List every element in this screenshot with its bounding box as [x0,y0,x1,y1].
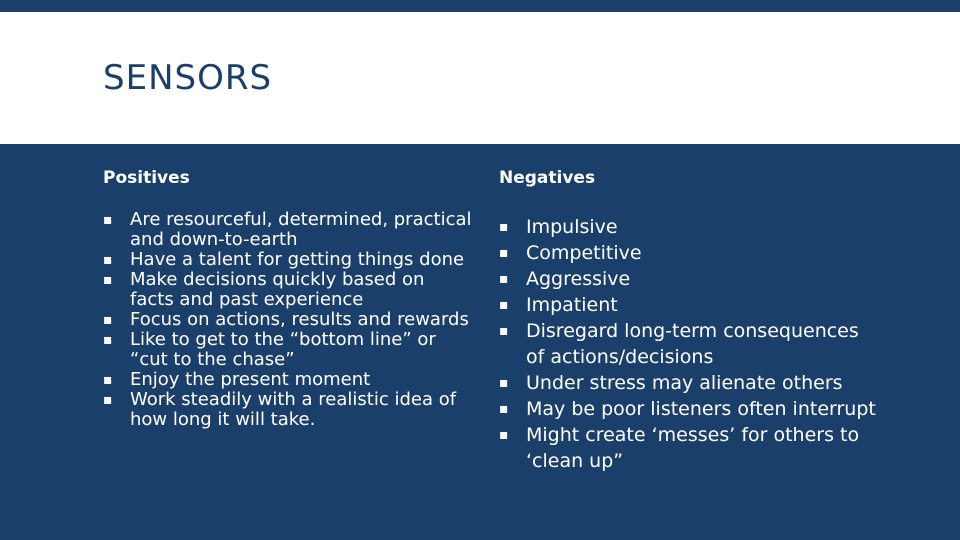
negatives-item: ▪ Might create ‘messes’ for others to ‘clean up” [499,422,879,474]
positives-item: ▪ Like to get to the “bottom line” or “cut to the chase” [103,330,473,370]
negatives-item: ▪ Aggressive [499,266,879,292]
positives-list [103,210,473,430]
negatives-item: ▪ Competitive [499,240,879,266]
negatives-item: ▪ Impatient [499,292,879,318]
positives-item: ▪ Make decisions quickly based on facts and past experience [103,270,473,310]
positives-item: ▪ Are resourceful, determined, practical and down-to-earth [103,210,473,250]
slide-title: SENSORS [103,58,273,98]
negatives-item: ▪ Impulsive [499,214,879,240]
negatives-list [499,214,879,474]
negatives-item: ▪ Under stress may alienate others [499,370,879,396]
positives-heading: Positives [103,168,190,188]
positives-item: ▪ Enjoy the present moment [103,370,473,390]
positives-item: ▪ Focus on actions, results and rewards [103,310,473,330]
negatives-item: ▪ Disregard long-term consequences of actions/decisions [499,318,879,370]
positives-item: ▪ Work steadily with a realistic idea of how long it will take. [103,390,473,430]
positives-item: ▪ Have a talent for getting things done [103,250,473,270]
negatives-heading: Negatives [499,168,596,188]
negatives-item: ▪ May be poor listeners often interrupt [499,396,879,422]
